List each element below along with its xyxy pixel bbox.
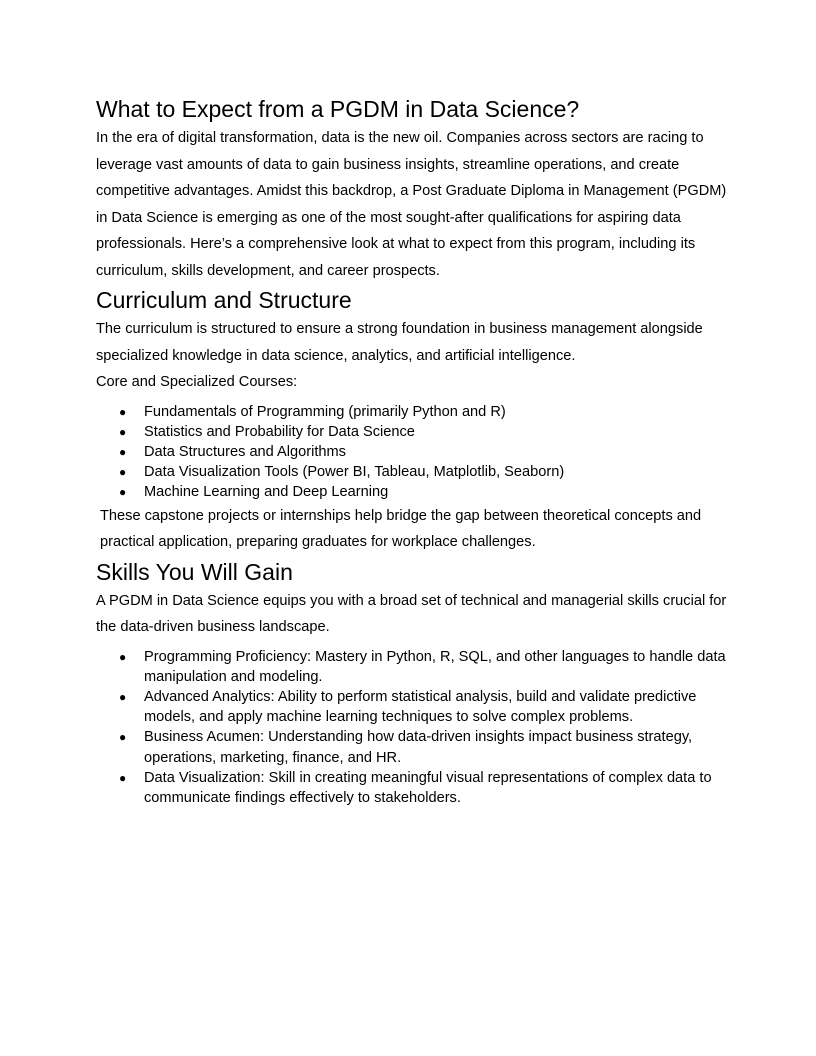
list-item [96,768,736,808]
list-item-text: Data Visualization: Skill in creating meaningful visual representations of complex data to communicate findings effectively to stakeholders. [144,769,712,806]
section-title-curriculum: Curriculum and Structure [96,287,352,313]
bullet-icon: ● [119,649,127,664]
bullet-icon: ● [119,444,127,459]
list-item-text: Data Structures and Algorithms [144,443,346,460]
list-item-text: Data Visualization Tools (Power BI, Tableau, Matplotlib, Seaborn) [144,464,565,481]
courses-subheading: Core and Specialized Courses: [96,374,298,390]
intro-paragraph: In the era of digital transformation, data is the new oil. Companies across sectors are racing to leverage vast amounts of data to gain business insights, streamline operations, and create competitive advantages. Amidst this backdrop, a Post Graduate Diploma in Management (PGDM) in Data Science is emerging as one of the most sought-after qualifications for aspiring data professionals. Here’s a comprehensive look at what to expect from this program, including its curriculum, skills development, and career prospects. [96,130,727,279]
bullet-icon: ● [119,485,127,500]
list-item-text: Programming Proficiency: Mastery in Python, R, SQL, and other languages to handle data manipulation and modeling. [144,648,726,685]
bullet-icon: ● [119,404,127,419]
list-item [96,462,736,482]
list-item-text: Advanced Analytics: Ability to perform statistical analysis, build and validate predictive models, and apply machine learning techniques to solve complex problems. [144,688,697,726]
bullet-icon: ● [119,730,127,745]
capstone-paragraph: These capstone projects or internships help bridge the gap between theoretical concepts and practical application, preparing graduates for workplace challenges. [100,507,702,551]
skills-paragraph: A PGDM in Data Science equips you with a broad set of technical and managerial skills crucial for the data-driven business landscape. [96,592,727,636]
bullet-icon: ● [119,424,127,439]
list-item [96,647,736,687]
courses-list [96,402,736,503]
bullet-icon: ● [119,465,127,480]
document-page [96,93,736,808]
section-title-skills: Skills You Will Gain [96,558,293,585]
bullet-icon: ● [119,689,127,704]
bullet-icon: ● [119,770,127,785]
list-item [96,482,736,502]
list-item-text: Statistics and Probability for Data Science [144,423,415,440]
list-item [96,402,736,422]
list-item-text: Business Acumen: Understanding how data-driven insights impact business strategy, operations, marketing, finance, and HR. [144,729,693,766]
list-item-text: Fundamentals of Programming (primarily Python and R) [144,403,506,420]
list-item [96,687,736,727]
list-item-text: Machine Learning and Deep Learning [144,484,389,501]
curriculum-paragraph: The curriculum is structured to ensure a strong foundation in business management alongside specialized knowledge in data science, analytics, and artificial intelligence. [96,321,703,364]
skills-list [96,647,736,809]
list-item [96,422,736,442]
list-item [96,442,736,462]
list-item [96,727,736,767]
section-title-what-to-expect: What to Expect from a PGDM in Data Science? [96,96,580,122]
